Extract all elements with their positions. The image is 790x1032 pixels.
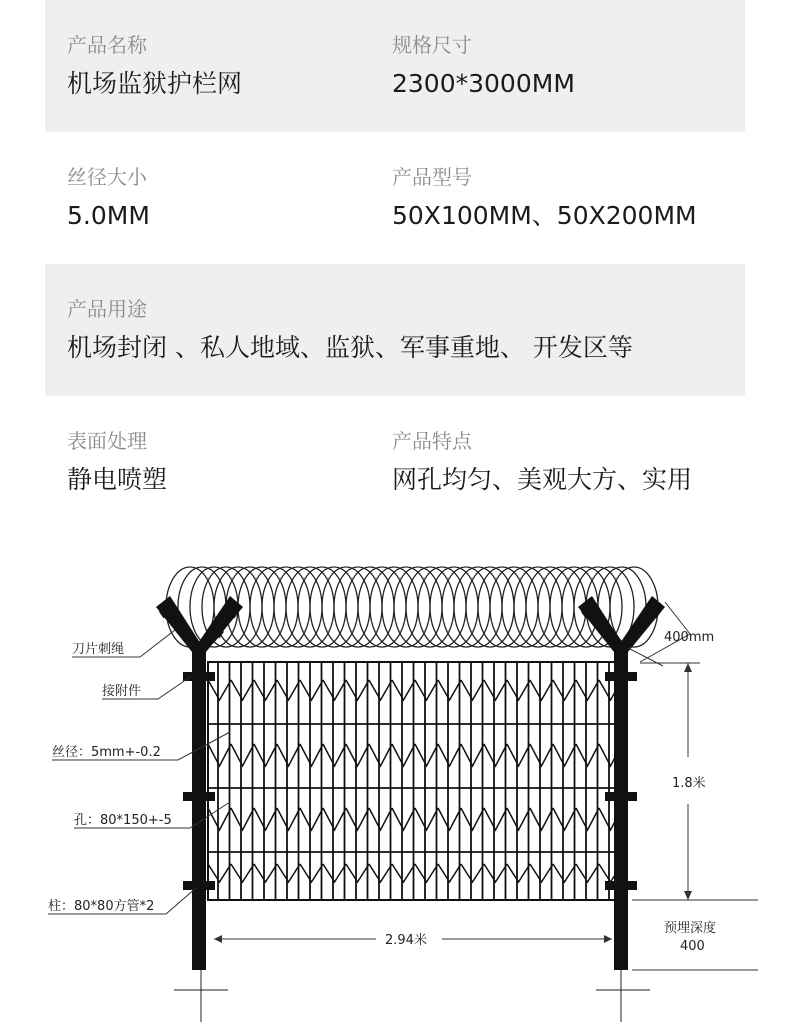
wire-diameter-cell [67,165,150,231]
product-name-cell [67,33,242,99]
width-label: 2.94米 [385,933,427,948]
usage-value: 机场封闭 、私人地域、监狱、军事重地、 开发区等 [67,333,633,362]
size-label: 规格尺寸 [392,33,472,57]
fence-diagram [0,552,790,1028]
leader-lines [48,602,758,970]
spec-row-2 [45,132,745,264]
surface-label: 表面处理 [67,429,147,453]
arm-length-label: 400mm [664,630,715,645]
features-label: 产品特点 [392,429,472,453]
size-value: 2300*3000MM [392,69,575,98]
wire-diameter-label: 丝径大小 [67,165,147,189]
model-cell [392,165,697,231]
usage-cell [67,297,633,363]
ground-markers [174,970,650,1022]
product-name-value: 机场监狱护栏网 [67,69,243,98]
usage-label: 产品用途 [67,297,147,321]
wire-label: 丝径：5mm+-0.2 [52,745,161,760]
right-post [578,596,665,970]
hole-label: 孔：80*150+-5 [74,813,172,828]
connector-label: 接附件 [102,684,142,699]
size-cell [392,33,575,99]
spec-row-3 [45,264,745,396]
fence-panel [208,662,622,900]
surface-cell [67,429,167,495]
model-label: 产品型号 [392,165,472,189]
surface-value: 静电喷塑 [67,465,168,494]
burial-depth-label: 预埋深度 [664,921,717,936]
wire-diameter-value: 5.0MM [67,201,150,230]
model-value: 50X100MM、50X200MM [392,201,697,230]
post-label: 柱：80*80方管*2 [48,899,155,914]
product-name-label: 产品名称 [67,33,147,57]
burial-depth-value: 400 [680,939,705,954]
height-label: 1.8米 [672,776,706,791]
features-value: 网孔均匀、美观大方、实用 [392,465,693,494]
spec-row-1 [45,0,745,132]
razor-wire-label: 刀片刺绳 [72,642,125,657]
spec-row-4 [45,396,745,528]
features-cell [392,429,692,495]
